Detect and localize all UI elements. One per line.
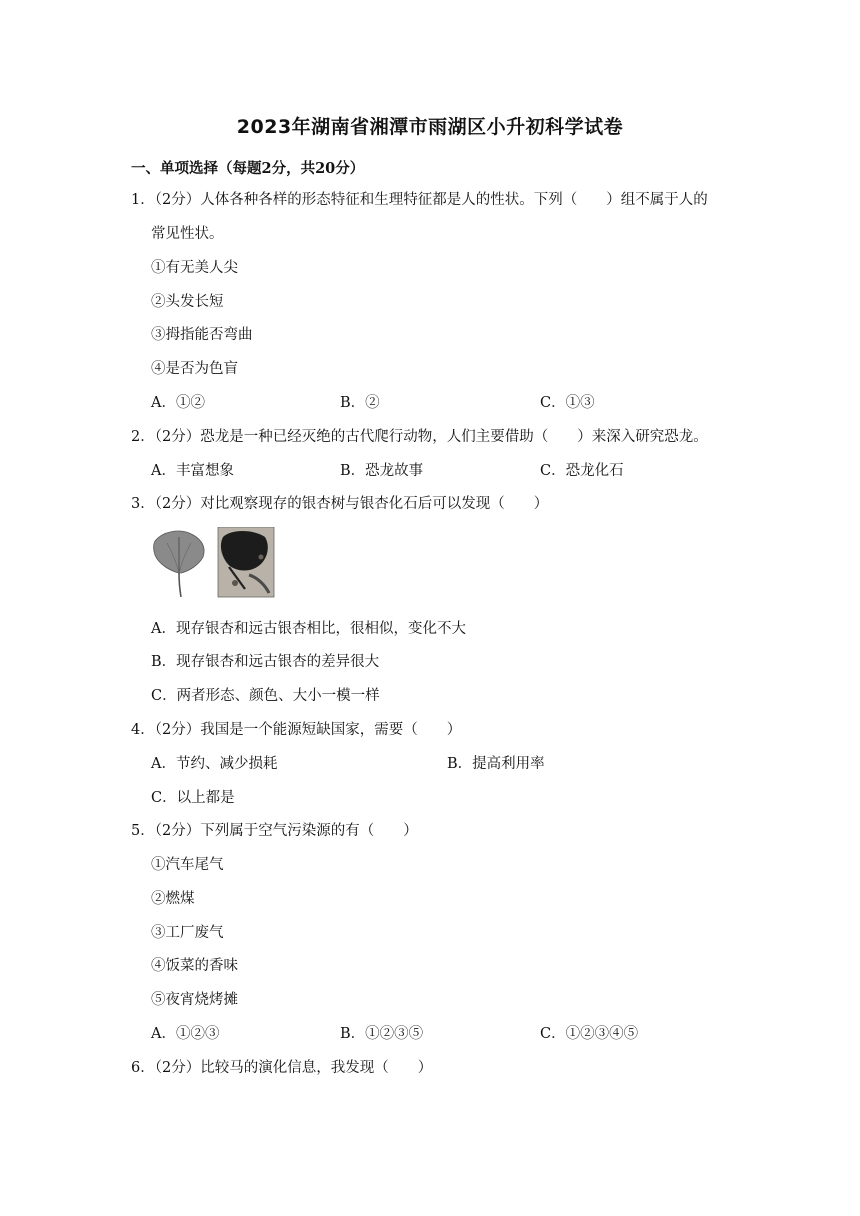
question-2-stem: 2．（2分）恐龙是一种已经灭绝的古代爬行动物，人们主要借助（ ）来深入研究恐龙。 xyxy=(131,429,708,445)
question-1-option-b[interactable]: B．② xyxy=(340,395,380,411)
question-6-stem: 6．（2分）比较马的演化信息，我发现（ ） xyxy=(131,1060,433,1076)
question-1-option-c[interactable]: C．①③ xyxy=(540,395,595,411)
page-title: 2023年湖南省湘潭市雨湖区小升初科学试卷 xyxy=(236,116,624,138)
question-3-stem: 3．（2分）对比观察现存的银杏树与银杏化石后可以发现（ ） xyxy=(131,496,549,512)
ginkgo-fossil-image xyxy=(218,527,274,597)
question-2-option-b[interactable]: B．恐龙故事 xyxy=(340,463,424,479)
question-1-item: ②头发长短 xyxy=(151,294,224,310)
question-3-option-a[interactable]: A．现存银杏和远古银杏相比，很相似，变化不大 xyxy=(151,621,466,637)
question-1-stem-cont: 常见性状。 xyxy=(151,226,224,242)
question-5-item: ⑤夜宵烧烤摊 xyxy=(151,992,238,1008)
question-5-item: ②燃煤 xyxy=(151,891,195,907)
question-5-item: ④饭菜的香味 xyxy=(151,958,238,974)
question-5-option-c[interactable]: C．①②③④⑤ xyxy=(540,1026,639,1042)
question-5-item: ①汽车尾气 xyxy=(151,857,224,873)
question-5-stem: 5．（2分）下列属于空气污染源的有（ ） xyxy=(131,823,418,839)
question-1-stem: 1．（2分）人体各种各样的形态特征和生理特征都是人的性状。下列（ ）组不属于人的 xyxy=(131,192,708,208)
question-1-item: ①有无美人尖 xyxy=(151,260,238,276)
question-4-option-c[interactable]: C．以上都是 xyxy=(151,790,235,806)
question-5-item: ③工厂废气 xyxy=(151,925,224,941)
question-1-item: ④是否为色盲 xyxy=(151,361,238,377)
question-2-option-a[interactable]: A．丰富想象 xyxy=(151,463,234,479)
question-3-option-c[interactable]: C．两者形态、颜色、大小一模一样 xyxy=(151,688,380,704)
question-4-option-b[interactable]: B．提高利用率 xyxy=(447,756,545,772)
question-3-option-b[interactable]: B．现存银杏和远古银杏的差异很大 xyxy=(151,654,380,670)
question-5-option-a[interactable]: A．①②③ xyxy=(151,1026,220,1042)
ginkgo-images xyxy=(149,527,279,599)
question-4-stem: 4．（2分）我国是一个能源短缺国家，需要（ ） xyxy=(131,722,462,738)
question-2-option-c[interactable]: C．恐龙化石 xyxy=(540,463,624,479)
question-5-option-b[interactable]: B．①②③⑤ xyxy=(340,1026,424,1042)
ginkgo-leaf-image xyxy=(154,531,205,597)
question-4-option-a[interactable]: A．节约、减少损耗 xyxy=(151,756,278,772)
section-heading: 一、单项选择（每题2分，共20分） xyxy=(131,160,365,177)
question-1-option-a[interactable]: A．①② xyxy=(151,395,205,411)
question-1-item: ③拇指能否弯曲 xyxy=(151,327,253,343)
